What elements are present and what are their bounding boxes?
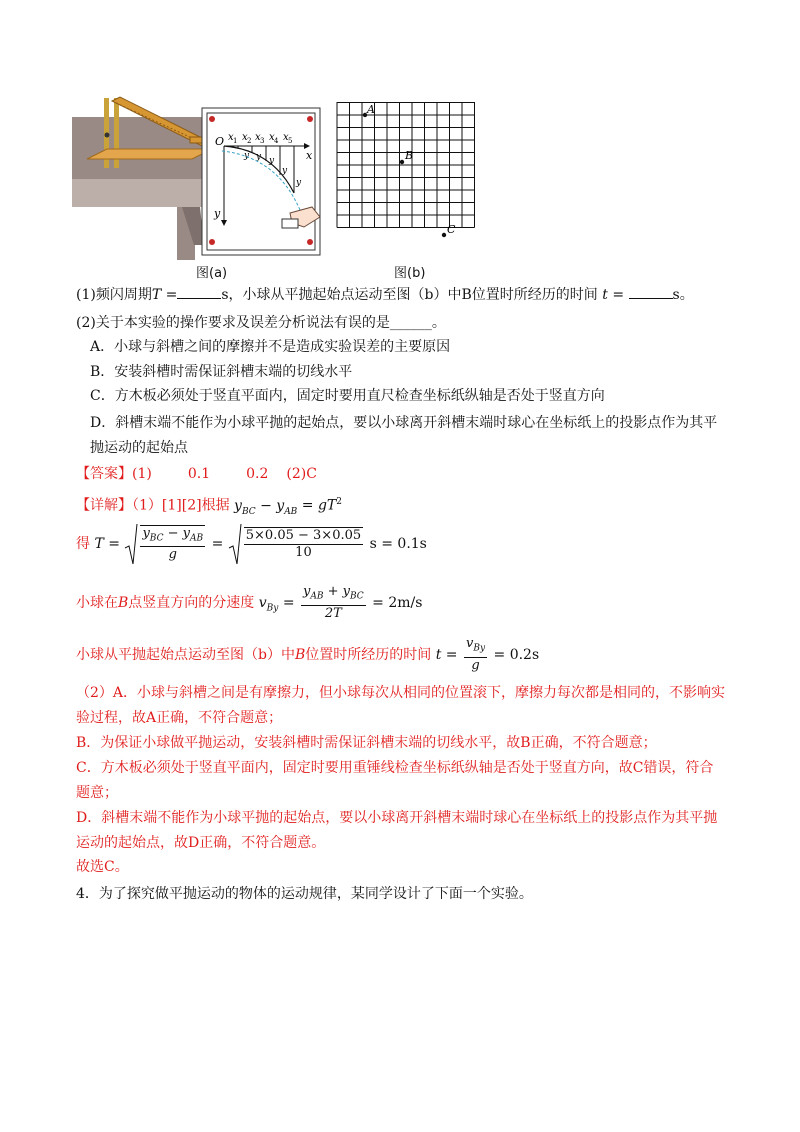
- x-axis-label: x: [306, 149, 313, 162]
- detail-2d-line2: 运动的起始点，故D正确，不符合题意。: [76, 835, 326, 851]
- detail-2a-line2: 验过程，故A正确，不符合题意；: [76, 710, 283, 726]
- detail-2c-line2: 题意；: [76, 785, 118, 801]
- point-a-label: A: [367, 103, 375, 116]
- svg-text:x: x: [228, 132, 234, 143]
- figure-a-apparatus: [72, 95, 327, 260]
- question-1: (1)频闪周期T = s，小球从平抛起始点运动至图（b）中B位置时所经历的时间 t = s。: [76, 287, 694, 303]
- detail-2b: B．为保证小球做平抛运动，安装斜槽时需保证斜槽末端的切线水平，故B正确，不符合题意；: [76, 735, 657, 751]
- svg-text:x: x: [269, 132, 275, 143]
- svg-text:y: y: [296, 178, 302, 188]
- option-a: A．小球与斜槽之间的摩擦并不是造成实验误差的主要原因: [90, 339, 451, 355]
- question-4: 4．为了探究做平抛运动的物体的运动规律，某同学设计了下面一个实验。: [76, 886, 533, 902]
- option-d-line2: 抛运动的起始点: [90, 440, 188, 456]
- detail-vby: 小球在B点竖直方向的分速度 $v_{By}$ = $\frac{y_{AB} + y_{BC}}{2T}$ = 2m/s: [76, 584, 423, 621]
- detail-intro: 【详解】（1）[1][2]根据 $y_{BC} - y_{AB} = gT^2$: [76, 497, 342, 517]
- answer-line: 【答案】(1) 0.1 0.2 (2)C: [76, 466, 317, 482]
- detail-final: 故选C。: [76, 859, 129, 875]
- svg-text:y: y: [244, 151, 250, 161]
- point-c-label: C: [447, 223, 456, 236]
- origin-label: O: [215, 135, 225, 148]
- detail-2a-line1: （2）A．小球与斜槽之间是有摩擦力，但小球每次从相同的位置滚下，摩擦力每次都是相同的，不影响实: [76, 685, 726, 701]
- detail-2d-line1: D．斜槽末端不能作为小球平抛的起始点，要以小球离开斜槽末端时球心在坐标纸上的投影点作为其平抛: [76, 810, 718, 826]
- svg-text:x: x: [255, 132, 261, 143]
- svg-text:y: y: [269, 156, 275, 166]
- svg-text:5: 5: [288, 137, 293, 145]
- figure-b-grid: [335, 100, 475, 255]
- question-2-stem: (2)关于本实验的操作要求及误差分析说法有误的是______。: [76, 315, 446, 331]
- svg-text:y: y: [282, 166, 288, 176]
- option-d-line1: D．斜槽末端不能作为小球平抛的起始点，要以小球离开斜槽末端时球心在坐标纸上的投影点作为其平: [90, 415, 718, 431]
- detail-time: 小球从平抛起始点运动至图（b）中B位置时所经历的时间 t = $\frac{v_{By}}{g}$ = 0.2s: [76, 636, 540, 673]
- figure-b-caption: 图(b): [394, 266, 426, 281]
- option-c: C．方木板必须处于竖直平面内，固定时要用直尺检查坐标纸纵轴是否处于竖直方向: [90, 388, 605, 404]
- svg-text:3: 3: [260, 137, 265, 145]
- svg-text:x: x: [283, 132, 289, 143]
- svg-text:x: x: [242, 132, 248, 143]
- figure-a-caption: 图(a): [196, 266, 228, 281]
- svg-text:2: 2: [247, 137, 252, 145]
- detail-2c-line1: C．方木板必须处于竖直平面内，固定时要用重锤线检查坐标纸纵轴是否处于竖直方向，故C错误，符合: [76, 760, 714, 776]
- option-b: B．安装斜槽时需保证斜槽末端的切线水平: [90, 364, 353, 380]
- svg-text:y: y: [256, 152, 262, 162]
- svg-text:1: 1: [233, 137, 238, 145]
- point-b-label: B: [405, 149, 414, 162]
- detail-period-formula: 得 T = $\frac{y_{BC} - y_{AB}}{g}$ = $\frac{5\times 0.05 - 3\times 0.05}{10}$ s = 0.1s: [76, 525, 427, 563]
- svg-text:4: 4: [274, 137, 279, 145]
- y-axis-label: y: [214, 207, 221, 220]
